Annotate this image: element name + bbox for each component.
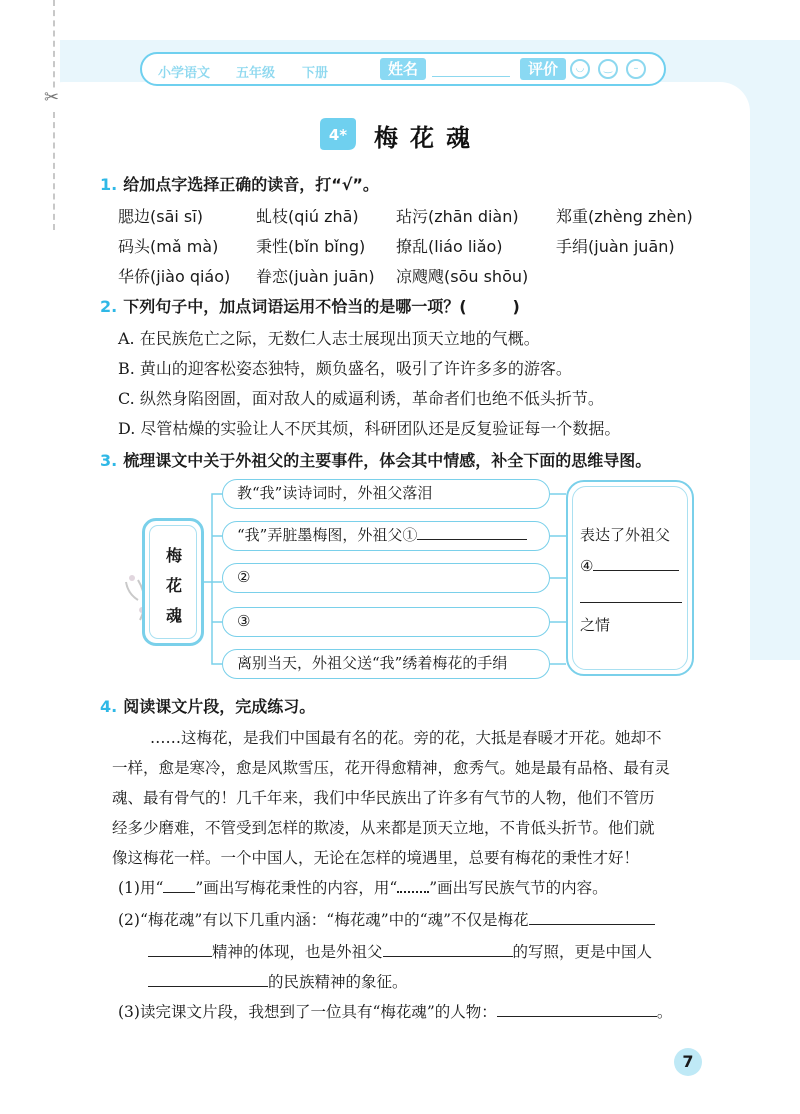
pinyin-item[interactable]: 华侨(jiào qiáo) bbox=[118, 267, 231, 286]
sub-question-2: (2)“梅花魂”有以下几重内涵：“梅花魂”中的“魂”不仅是梅花 bbox=[118, 908, 655, 930]
name-label: 姓名 bbox=[380, 58, 426, 80]
answer-blank[interactable] bbox=[497, 1000, 657, 1017]
question-prompt: 梳理课文中关于外祖父的主要事件，体会其中情感，补全下面的思维导图。 bbox=[123, 451, 652, 470]
grade-label: 五年级 bbox=[236, 66, 276, 81]
summary-text: 表达了外祖父 bbox=[580, 526, 671, 544]
pinyin-item[interactable]: 郑重(zhèng zhèn) bbox=[556, 207, 693, 226]
name-field[interactable] bbox=[432, 76, 510, 77]
option-a[interactable]: A. 在民族危亡之际，无数仁人志士展现出顶天立地的气概。 bbox=[118, 329, 540, 348]
summary-blank-line-2[interactable] bbox=[580, 586, 682, 607]
mind-map-branch-1: 教“我”读诗词时，外祖父落泪 bbox=[222, 479, 550, 509]
question-2 bbox=[100, 294, 520, 317]
center-char: 花 bbox=[166, 576, 183, 595]
pinyin-item[interactable]: 码头(mǎ mà) bbox=[118, 237, 219, 256]
question-prompt: 下列句子中，加点词语运用不恰当的是哪一项？( bbox=[123, 297, 467, 316]
option-c[interactable]: C. 纵然身陷囹圄，面对敌人的威逼利诱，革命者们也绝不低头折节。 bbox=[118, 389, 604, 408]
page-number: 7 bbox=[674, 1048, 702, 1076]
subject-label: 小学语文 bbox=[158, 66, 211, 81]
pinyin-item[interactable]: 撩乱(liáo liǎo) bbox=[396, 237, 503, 256]
question-4 bbox=[100, 694, 315, 717]
option-d[interactable]: D. 尽管枯燥的实验让人不厌其烦，科研团队还是反复验证每一个数据。 bbox=[118, 419, 621, 438]
question-prompt-end: ) bbox=[512, 297, 520, 316]
passage-line: ……这梅花，是我们中国最有名的花。旁的花，大抵是春暖才开花。她却不 bbox=[150, 729, 662, 747]
answer-blank[interactable] bbox=[417, 523, 527, 540]
pinyin-item[interactable]: 手绢(juàn juān) bbox=[556, 237, 675, 256]
sub-question-2-cont: 精神的体现，也是外祖父 的写照，更是中国人 bbox=[148, 940, 652, 962]
passage-line: 经多少磨难，不管受到怎样的欺凌，从来都是顶天立地，不肯低头折节。他们就 bbox=[112, 819, 655, 837]
mind-map-center bbox=[142, 518, 204, 646]
question-number: 2. bbox=[100, 297, 118, 316]
pinyin-item[interactable]: 眷恋(juàn juān) bbox=[256, 267, 375, 286]
volume-label: 下册 bbox=[302, 66, 329, 81]
question-1 bbox=[100, 172, 379, 195]
passage-line: 像这梅花一样。一个中国人，无论在怎样的境遇里，总要有梅花的秉性才好！ bbox=[112, 849, 640, 867]
mind-map-branch-4[interactable]: ③ bbox=[222, 607, 550, 637]
cut-line bbox=[53, 0, 55, 230]
scissors-icon: ✂ bbox=[44, 87, 60, 108]
option-b[interactable]: B. 黄山的迎客松姿态独特，颇负盛名，吸引了许许多多的游客。 bbox=[118, 359, 572, 378]
header-bar bbox=[140, 52, 666, 86]
summary-text: 之情 bbox=[580, 616, 611, 634]
lesson-title: 梅花魂 bbox=[374, 124, 482, 152]
lesson-number: 4* bbox=[328, 126, 348, 144]
eval-label: 评价 bbox=[520, 58, 566, 80]
mind-map-branch-2[interactable]: “我”弄脏墨梅图，外祖父① bbox=[222, 521, 550, 551]
passage-line: 一样，愈是寒冷，愈是风欺雪压，花开得愈精神，愈秀气。她是最有品格、最有灵 bbox=[112, 759, 671, 777]
passage-line: 魂、最有骨气的！几千年来，我们中华民族出了许多有气节的人物，他们不管历 bbox=[112, 789, 655, 807]
question-number: 3. bbox=[100, 451, 118, 470]
sub-question-1: (1)用“ ”画出写梅花秉性的内容，用“ ”画出写民族气节的内容。 bbox=[118, 876, 608, 898]
pinyin-item[interactable]: 秉性(bǐn bǐng) bbox=[256, 237, 366, 256]
straight-line-sample bbox=[163, 876, 195, 893]
pinyin-item[interactable]: 虬枝(qiú zhā) bbox=[256, 207, 359, 226]
question-number: 4. bbox=[100, 697, 118, 716]
mind-map-summary bbox=[566, 480, 694, 676]
answer-blank[interactable] bbox=[148, 940, 212, 957]
sub-question-3: (3)读完课文片段，我想到了一位具有“梅花魂”的人物： 。 bbox=[118, 1000, 672, 1022]
sub-question-2-end: 的民族精神的象征。 bbox=[148, 970, 408, 992]
pinyin-item[interactable]: 玷污(zhān diàn) bbox=[396, 207, 519, 226]
question-prompt: 阅读课文片段，完成练习。 bbox=[123, 697, 316, 716]
mind-map-branch-3[interactable]: ② bbox=[222, 563, 550, 593]
summary-blank-line[interactable]: ④ bbox=[580, 554, 679, 575]
pinyin-item[interactable]: 腮边(sāi sī) bbox=[118, 207, 203, 226]
mind-map-branch-5: 离别当天，外祖父送“我”绣着梅花的手绢 bbox=[222, 649, 550, 679]
center-char: 梅 bbox=[166, 546, 183, 565]
smile-face-icon[interactable]: ‿ bbox=[598, 59, 618, 79]
pinyin-item[interactable]: 凉飕飕(sōu shōu) bbox=[396, 267, 529, 286]
answer-blank[interactable] bbox=[148, 970, 268, 987]
answer-blank[interactable] bbox=[383, 940, 513, 957]
lesson-number-badge bbox=[318, 116, 358, 152]
answer-blank[interactable] bbox=[529, 908, 655, 925]
question-number: 1. bbox=[100, 175, 118, 194]
center-char: 魂 bbox=[166, 606, 183, 625]
question-prompt: 给加点字选择正确的读音，打“√”。 bbox=[123, 175, 379, 194]
happy-face-icon[interactable]: ◡ bbox=[570, 59, 590, 79]
wavy-line-sample bbox=[397, 877, 429, 893]
neutral-face-icon[interactable]: – bbox=[626, 59, 646, 79]
question-3 bbox=[100, 448, 651, 471]
